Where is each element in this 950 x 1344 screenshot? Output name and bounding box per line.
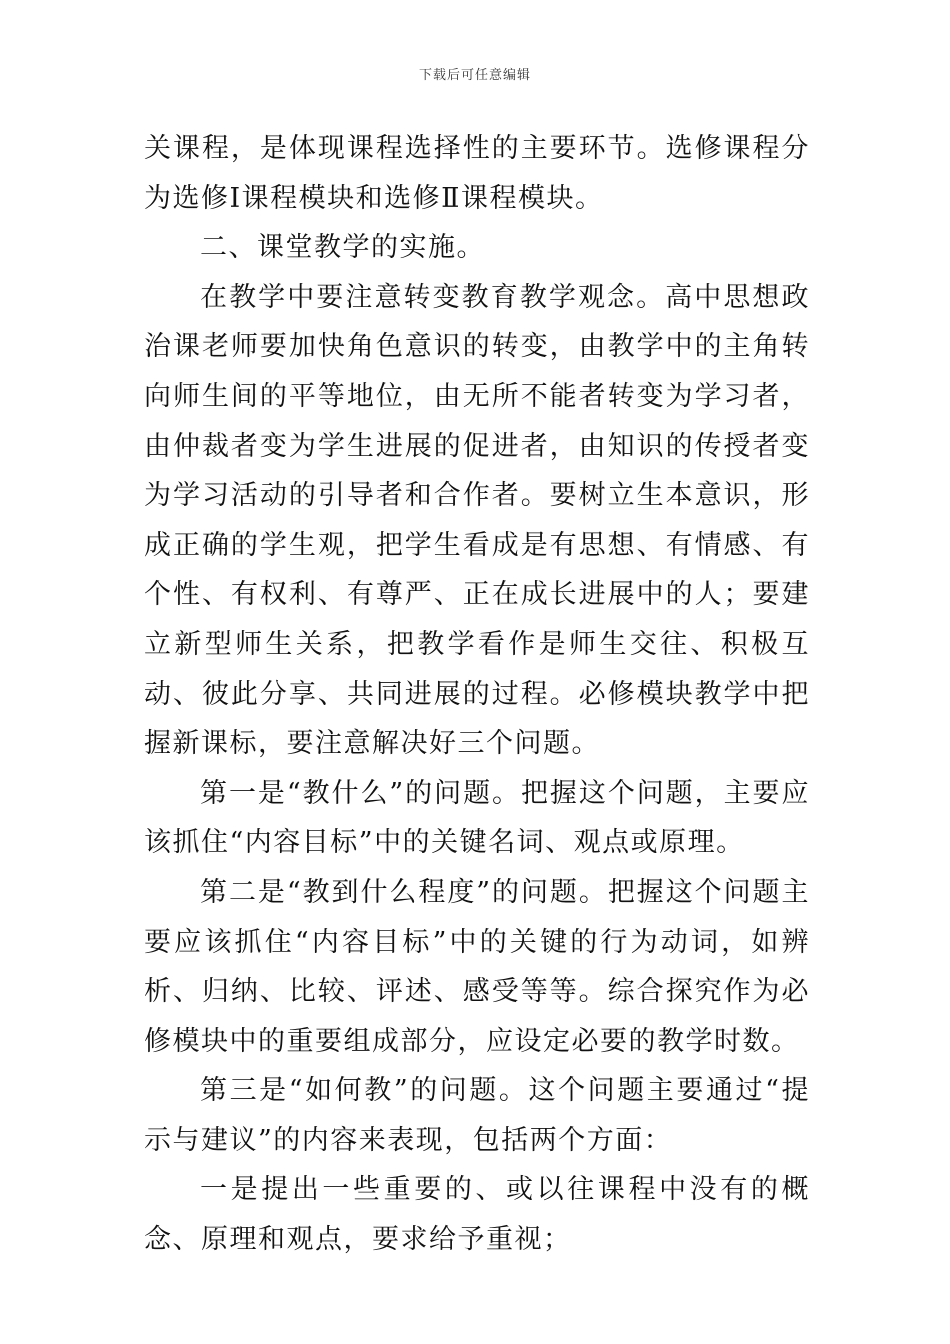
section-heading: 二、课堂教学的实施。 (200, 232, 485, 264)
paragraph: 第二是“教到什么程度”的问题。把握这个问题主要应该抓住“内容目标”中的关键的行为动词，如辨析、归纳、比较、评述、感受等等。综合探究作为必修模块中的重要组成部分，应设定必要的教学时数。 (144, 876, 810, 1057)
page-header-note: 下载后可任意编辑 (418, 68, 531, 83)
paragraph: 第三是“如何教”的问题。这个问题主要通过“提示与建议”的内容来表现，包括两个方面： (144, 1075, 810, 1156)
document-body (144, 124, 810, 1265)
paragraph: 第一是“教什么”的问题。把握这个问题，主要应该抓住“内容目标”中的关键名词、观点或原理。 (144, 777, 810, 859)
paragraph: 在教学中要注意转变教育教学观念。高中思想政治课老师要加快角色意识的转变，由教学中的主角转向师生间的平等地位，由无所不能者转变为学习者，由仲裁者变为学生进展的促进者，由知识的传授者变为学习活动的引导者和合作者。要树立生本意识，形成正确的学生观，把学生看成是有思想、有情感、有个性、有权利、有尊严、正在成长进展中的人；要建立新型师生关系，把教学看作是师生交往、积极互动、彼此分享、共同进展的过程。必修模块教学中把握新课标，要注意解决好三个问题。 (144, 281, 810, 760)
paragraph: 关课程，是体现课程选择性的主要环节。选修课程分为选修Ⅰ课程模块和选修Ⅱ课程模块。 (144, 133, 810, 214)
paragraph: 一是提出一些重要的、或以往课程中没有的概念、原理和观点，要求给予重视； (144, 1174, 810, 1256)
